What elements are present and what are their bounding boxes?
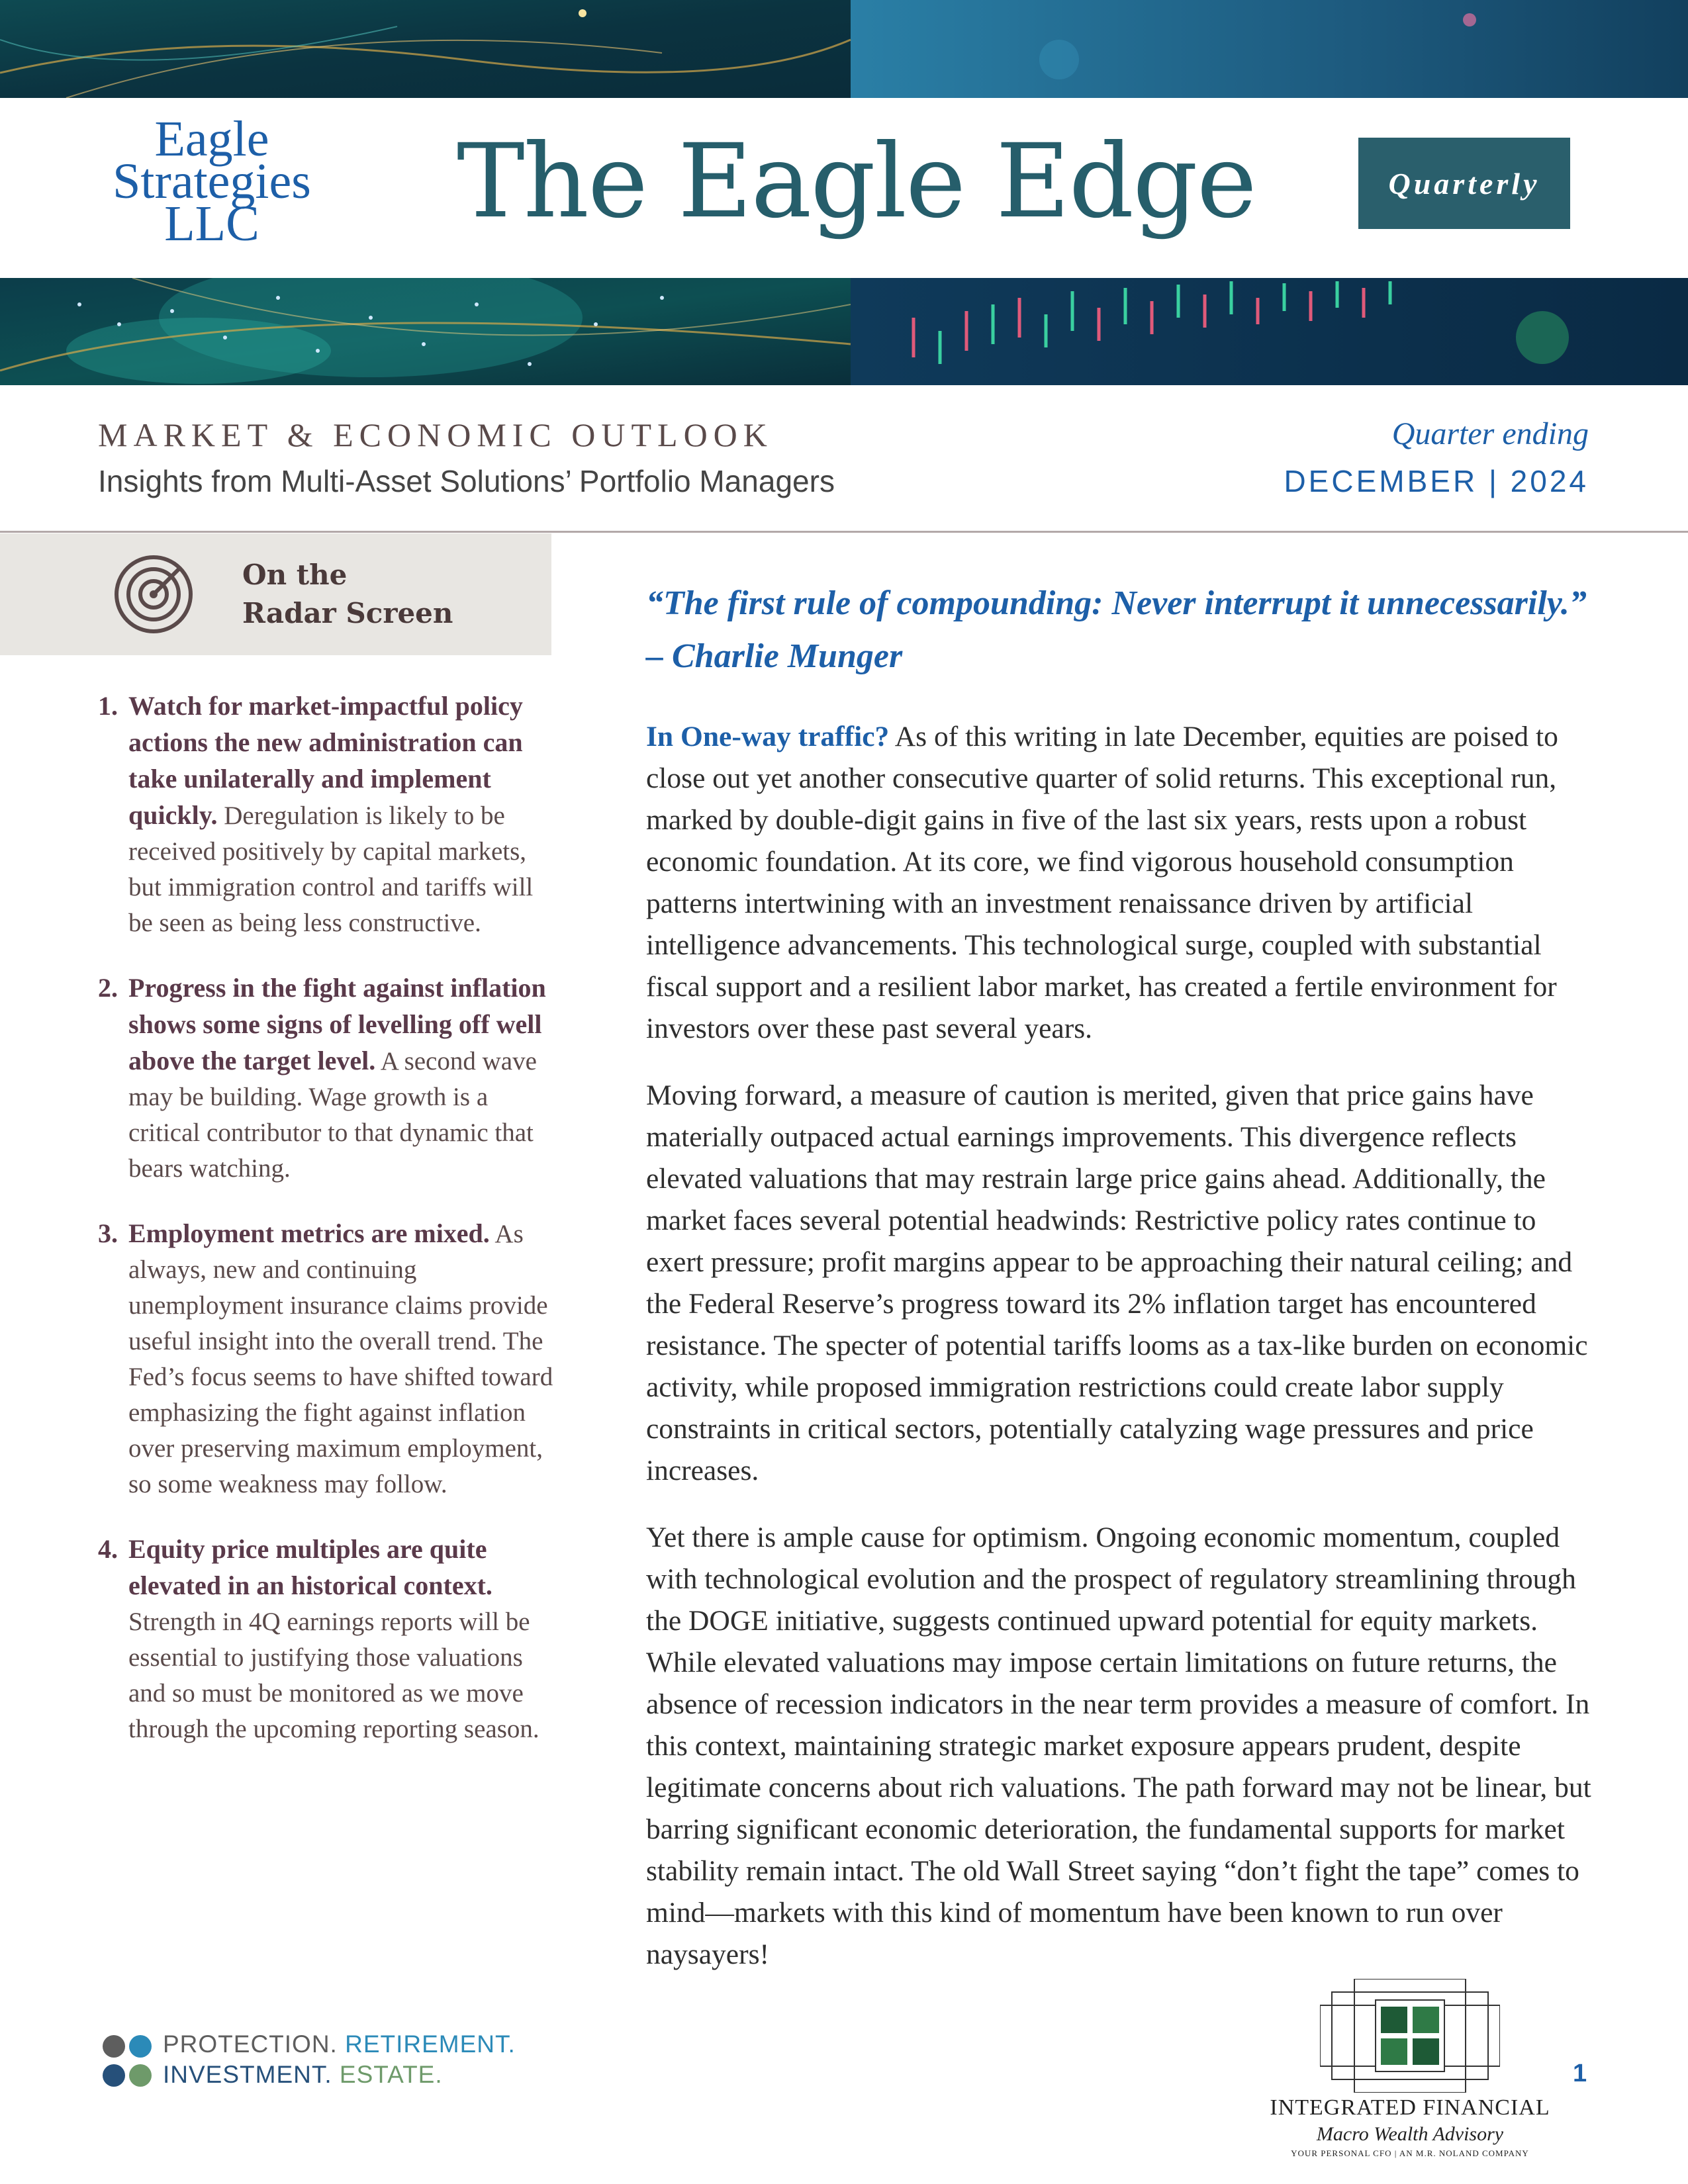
header-banner-bottom — [0, 278, 1688, 385]
logo-line-3: LLC — [164, 196, 259, 251]
list-item-text — [128, 1216, 561, 1502]
logo-line-2: Strategies — [113, 154, 311, 209]
tagline-protection: PROTECTION. — [163, 2030, 338, 2058]
paragraph-lead: In One-way traffic? — [646, 721, 890, 752]
list-item-text — [128, 688, 561, 941]
radar-title — [242, 556, 453, 633]
page-number: 1 — [1573, 2060, 1587, 2087]
tagline-retirement: RETIREMENT. — [337, 2030, 516, 2058]
partner-small-print: YOUR PERSONAL CFO | AN M.R. NOLAND COMPANY — [1291, 2148, 1529, 2158]
article-body — [646, 716, 1594, 2001]
newsletter-title: The Eagle Edge — [457, 122, 1256, 241]
quarter-date: DECEMBER | 2024 — [1284, 464, 1589, 498]
section-title: MARKET & ECONOMIC OUTLOOK — [98, 416, 773, 453]
list-item-number: 2. — [98, 973, 118, 1003]
tagline-line-1 — [163, 2030, 516, 2058]
paragraph-3: Yet there is ample cause for optimism. Ongoing economic momentum, coupled with technological evolution and the prospect of regulatory streamlining through the DOGE initiative, suggests continued upward potential for equity markets. While elevated valuations may impose certain limitations on future returns, the absence of recession indicators in the near term provides a measure of comfort. In this context, maintaining strategic market exposure appears prudent, despite legitimate concerns about rich valuations. The path forward may not be linear, but barring significant economic deterioration, the fundamental supports for market stability remain intact. The old Wall Street saying “don’t fight the tape” comes to mind—markets with this kind of momentum have been known to run over naysayers! — [646, 1522, 1591, 1970]
header-divider — [0, 531, 1688, 533]
list-item-body: A second wave may be building. Wage growth is a critical contributor to that dynamic that bears watching. — [128, 1047, 537, 1183]
list-item-number: 3. — [98, 1218, 118, 1248]
munger-quote: “The first rule of compounding: Never interrupt it unnecessarily.” – Charlie Munger — [646, 584, 1587, 675]
list-item — [98, 1216, 561, 1502]
list-item-heading: Equity price multiples are quite elevated in an historical context. — [128, 1534, 492, 1600]
radar-list — [98, 688, 561, 1776]
tagline-line-2 — [163, 2061, 443, 2089]
radar-title-line-2: Radar Screen — [242, 597, 453, 629]
list-item-text — [128, 1531, 561, 1747]
list-item-heading: Progress in the fight against inflation shows some signs of levelling off well above the target level. — [128, 973, 546, 1075]
partner-name: INTEGRATED FINANCIAL — [1270, 2095, 1550, 2120]
list-item-body: Strength in 4Q earnings reports will be essential to justifying those valuations and so must be monitored as we move through the upcoming reporting season. — [128, 1608, 539, 1743]
radar-icon — [113, 553, 195, 635]
list-item-heading: Watch for market-impactful policy actions the new administration can take unilaterally and implement quickly. — [128, 691, 523, 830]
integrated-financial-mark-icon — [1320, 1979, 1500, 2093]
list-item — [98, 688, 561, 941]
list-item-heading: Employment metrics are mixed. — [128, 1218, 490, 1248]
quarter-label: Quarter ending — [1391, 416, 1589, 451]
list-item — [98, 970, 561, 1187]
quarterly-badge-label: Quarterly — [1388, 166, 1540, 201]
list-item-body: As always, new and continuing unemployment insurance claims provide useful insight into the overall trend. The Fed’s focus seems to have shifted toward emphasizing the fight against inflation over preserving maximum employment, so some weakness may follow. — [128, 1220, 553, 1498]
section-subtitle: Insights from Multi-Asset Solutions’ Portfolio Managers — [98, 464, 835, 498]
paragraph-1 — [646, 716, 1594, 1050]
list-item-text — [128, 970, 561, 1187]
dots-logo-icon — [101, 2033, 164, 2090]
quarterly-badge — [1358, 138, 1570, 229]
banner-image-top — [0, 0, 1688, 98]
eagle-strategies-logo — [93, 111, 331, 251]
header-banner-top — [0, 0, 1688, 98]
paragraph-1-text: As of this writing in late December, equities are poised to close out yet another consecutive quarter of solid returns. This exceptional run, marked by double-digit gains in five of the last six years, rests upon a robust economic foundation. At its core, we find vigorous household consumption patterns intertwining with an investment renaissance driven by artificial intelligence advancements. This technological surge, coupled with substantial fiscal support and a resilient labor market, has created a fertile environment for investors over these past several years. — [646, 721, 1558, 1044]
list-item-body: Deregulation is likely to be received positively by capital markets, but immigration control and tariffs will be seen as being less constructive. — [128, 801, 534, 937]
list-item-number: 1. — [98, 691, 118, 721]
radar-title-line-1: On the — [242, 559, 348, 591]
tagline-estate: ESTATE. — [332, 2061, 443, 2088]
list-item — [98, 1531, 561, 1747]
radar-screen-header — [0, 533, 551, 655]
list-item-number: 4. — [98, 1534, 118, 1564]
partner-subtitle: Macro Wealth Advisory — [1316, 2123, 1504, 2145]
tagline-investment: INVESTMENT. — [163, 2061, 332, 2088]
logo-line-1: Eagle — [154, 111, 269, 167]
banner-image-bottom — [0, 278, 1688, 385]
paragraph-2: Moving forward, a measure of caution is merited, given that price gains have materially outpaced actual earnings improvements. This divergence reflects elevated valuations that may restrain large price gains ahead. Additionally, the market faces several potential headwinds: Restrictive policy rates continue to exert pressure; profit margins appear to be approaching their natural ceiling; and the Federal Reserve’s progress toward its 2% inflation target has encountered resistance. The specter of potential tariffs looms as a tax-like burden on economic activity, while proposed immigration restrictions could create labor supply constraints in critical sectors, potentially catalyzing wage pressures and price increases. — [646, 1079, 1588, 1486]
